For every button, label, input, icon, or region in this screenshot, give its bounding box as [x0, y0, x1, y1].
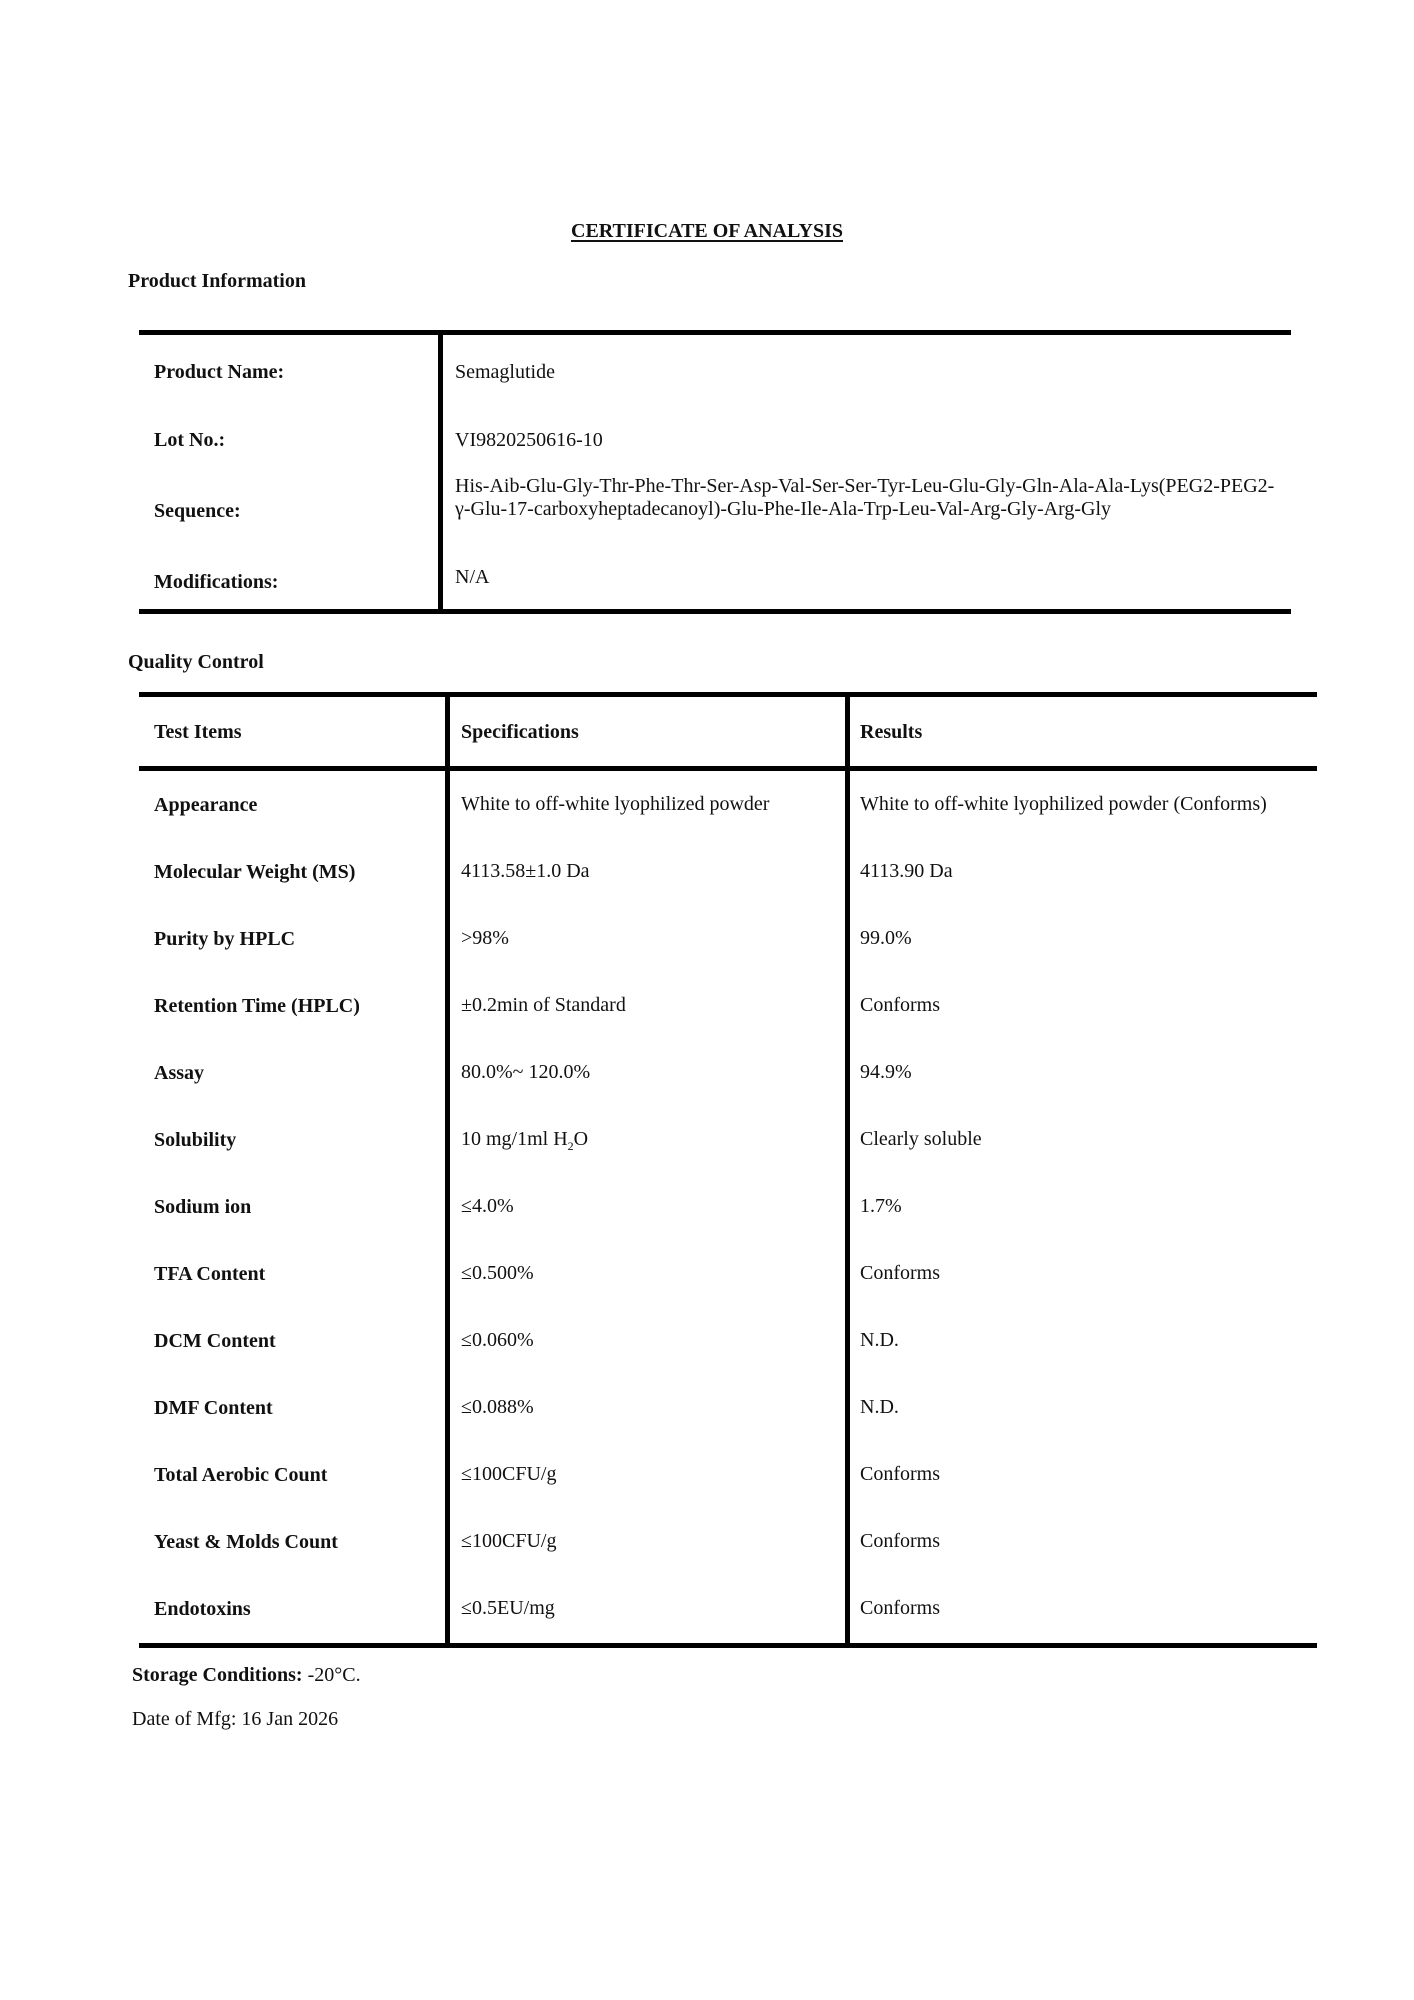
table-divider — [438, 335, 443, 609]
quality-control-table — [139, 692, 1317, 1648]
table-divider — [845, 697, 850, 1643]
storage-conditions-label: Storage Conditions: — [132, 1664, 303, 1686]
spec-subscript: 2 — [567, 1139, 574, 1153]
result: Conforms — [860, 994, 940, 1016]
specification — [461, 1128, 588, 1154]
storage-conditions-value: -20°C. — [302, 1664, 361, 1686]
result: Conforms — [860, 1530, 940, 1552]
lot-number-value: VI9820250616-10 — [455, 429, 603, 451]
sequence-label: Sequence: — [154, 500, 241, 522]
result: N.D. — [860, 1329, 899, 1351]
modifications-value: N/A — [455, 566, 490, 588]
test-item: Yeast & Molds Count — [154, 1531, 338, 1553]
column-header-specifications: Specifications — [461, 721, 579, 743]
spec-text: 10 mg/1ml H — [461, 1128, 568, 1150]
test-item: DCM Content — [154, 1330, 276, 1352]
specification: ≤0.5EU/mg — [461, 1597, 555, 1619]
test-item: Sodium ion — [154, 1196, 252, 1218]
test-item: DMF Content — [154, 1397, 273, 1419]
sequence-value: His-Aib-Glu-Gly-Thr-Phe-Thr-Ser-Asp-Val-Ser-Ser-Tyr-Leu-Glu-Gly-Gln-Ala-Ala-Lys(PEG2-PEG2-γ-Glu-17-carboxyheptadecanoyl)-Glu-Phe-Ile-Ala-Trp-Leu-Val-Arg-Gly-Arg-Gly — [455, 475, 1275, 520]
product-name-label: Product Name: — [154, 361, 285, 383]
lot-number-label: Lot No.: — [154, 429, 226, 451]
product-name-value: Semaglutide — [455, 361, 555, 383]
test-item: Solubility — [154, 1129, 237, 1151]
specification: ≤0.060% — [461, 1329, 534, 1351]
quality-control-heading: Quality Control — [128, 651, 264, 673]
product-information-table — [139, 330, 1291, 614]
result: White to off-white lyophilized powder (Conforms) — [860, 793, 1267, 815]
table-divider — [445, 697, 450, 1643]
document-title: CERTIFICATE OF ANALYSIS — [571, 220, 843, 242]
product-information-heading: Product Information — [128, 270, 306, 292]
specification: >98% — [461, 927, 509, 949]
test-item: Endotoxins — [154, 1598, 251, 1620]
result: Conforms — [860, 1463, 940, 1485]
specification: ≤4.0% — [461, 1195, 514, 1217]
header-divider — [139, 766, 1317, 771]
storage-conditions — [132, 1664, 361, 1687]
test-item: TFA Content — [154, 1263, 266, 1285]
specification: 4113.58±1.0 Da — [461, 860, 590, 882]
specification: ±0.2min of Standard — [461, 994, 626, 1016]
result: N.D. — [860, 1396, 899, 1418]
result: 1.7% — [860, 1195, 902, 1217]
test-item: Total Aerobic Count — [154, 1464, 328, 1486]
result: Clearly soluble — [860, 1128, 982, 1150]
specification: ≤0.088% — [461, 1396, 534, 1418]
test-item: Molecular Weight (MS) — [154, 861, 356, 883]
result: Conforms — [860, 1262, 940, 1284]
spec-text-suffix: O — [573, 1128, 589, 1150]
specification: ≤100CFU/g — [461, 1530, 557, 1552]
test-item: Assay — [154, 1062, 205, 1084]
result: 4113.90 Da — [860, 860, 953, 882]
specification: ≤100CFU/g — [461, 1463, 557, 1485]
column-header-test-items: Test Items — [154, 721, 242, 743]
result: 94.9% — [860, 1061, 912, 1083]
column-header-results: Results — [860, 721, 923, 743]
test-item: Retention Time (HPLC) — [154, 995, 360, 1017]
result: Conforms — [860, 1597, 940, 1619]
test-item: Purity by HPLC — [154, 928, 296, 950]
test-item: Appearance — [154, 794, 258, 816]
manufacturing-date: Date of Mfg: 16 Jan 2026 — [132, 1708, 339, 1730]
specification: 80.0%~ 120.0% — [461, 1061, 591, 1083]
specification: ≤0.500% — [461, 1262, 534, 1284]
result: 99.0% — [860, 927, 912, 949]
specification: White to off-white lyophilized powder — [461, 793, 770, 815]
modifications-label: Modifications: — [154, 571, 279, 593]
